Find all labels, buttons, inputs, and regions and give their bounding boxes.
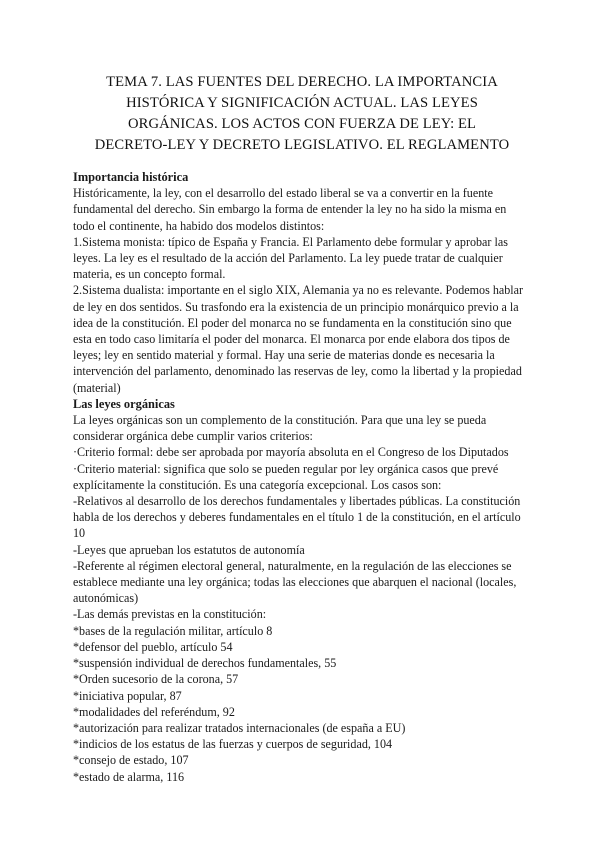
paragraph-line: habla de los derechos y deberes fundamentales en el título 1 de la constitución, en el artículo	[73, 510, 521, 525]
paragraph-line: leyes; ley en sentido material y formal. Hay una serie de materias donde es necesaria la	[73, 348, 495, 363]
paragraph-line: intervención del parlamento, denominado las reservas de ley, como la libertad y la propiedad	[73, 364, 522, 379]
paragraph-line: todo el continente, ha habido dos modelos distintos:	[73, 218, 325, 233]
list-item: *Orden sucesorio de la corona, 57	[73, 672, 239, 687]
list-item: *modalidades del referéndum, 92	[73, 704, 235, 719]
paragraph-line: 1.Sistema monista: típico de España y Francia. El Parlamento debe formular y aprobar las	[73, 234, 508, 249]
paragraph-line: establece mediante una ley orgánica; todas las elecciones que abarquen el nacional (locales,	[73, 575, 517, 590]
paragraph-line: 2.Sistema dualista: importante en el siglo XIX, Alemania ya no es relevante. Podemos hablar	[73, 283, 524, 298]
title-line: TEMA 7. LAS FUENTES DEL DERECHO. LA IMPORTANCIA	[106, 74, 498, 90]
section-heading-leyes-organicas: Las leyes orgánicas	[73, 396, 175, 411]
list-item: *bases de la regulación militar, artículo 8	[73, 623, 273, 638]
paragraph-line: esta en todo caso limitaría el poder del monarca. El monarca por ende elabora dos tipos de	[73, 332, 510, 347]
list-item: *estado de alarma, 116	[73, 769, 185, 784]
title-line: HISTÓRICA Y SIGNIFICACIÓN ACTUAL. LAS LEYES	[126, 95, 478, 111]
list-item: *iniciativa popular, 87	[73, 688, 182, 703]
document-page	[73, 72, 531, 785]
paragraph-line: idea de la constitución. El poder del monarca no se fundamenta en la constitución sino que	[73, 315, 512, 330]
paragraph-line: materia, es un concepto formal.	[73, 267, 226, 282]
title-line: ORGÁNICAS. LOS ACTOS CON FUERZA DE LEY: EL	[128, 116, 476, 132]
paragraph-line: leyes. La ley es el resultado de la acción del Parlamento. La ley puede tratar de cualquier	[73, 251, 503, 266]
paragraph-line: Históricamente, la ley, con el desarrollo del estado liberal se va a convertir en la fuente	[73, 186, 493, 201]
paragraph-line: autonómicas)	[73, 591, 139, 606]
paragraph-line: -Las demás previstas en la constitución:	[73, 607, 267, 622]
document-title	[73, 72, 531, 156]
list-item: *consejo de estado, 107	[73, 753, 189, 768]
paragraph-line: -Relativos al desarrollo de los derechos fundamentales y libertades públicas. La constitución	[73, 494, 521, 509]
list-item: *defensor del pueblo, artículo 54	[73, 639, 233, 654]
paragraph-line: (material)	[73, 380, 121, 395]
paragraph-line: 10	[73, 526, 86, 541]
paragraph-line: -Leyes que aprueban los estatutos de autonomía	[73, 542, 305, 557]
list-item: *suspensión individual de derechos fundamentales, 55	[73, 656, 337, 671]
list-item: *indicios de los estatus de las fuerzas y cuerpos de seguridad, 104	[73, 737, 393, 752]
title-line: DECRETO-LEY Y DECRETO LEGISLATIVO. EL REGLAMENTO	[94, 137, 510, 153]
paragraph-line: fundamental del derecho. Sin embargo la forma de entender la ley no ha sido la misma en	[73, 202, 507, 217]
paragraph-line: ·Criterio material: significa que solo se pueden regular por ley orgánica casos que prevé	[73, 461, 499, 476]
paragraph-line: explícitamente la constitución. Es una categoría excepcional. Los casos son:	[73, 477, 442, 492]
paragraph-line: ·Criterio formal: debe ser aprobada por mayoría absoluta en el Congreso de los Diputados	[73, 445, 509, 460]
paragraph-line: La leyes orgánicas son un complemento de la constitución. Para que una ley se pueda	[73, 413, 487, 428]
paragraph-line: considerar orgánica debe cumplir varios criterios:	[73, 429, 313, 444]
list-item: *autorización para realizar tratados internacionales (de españa a EU)	[73, 720, 406, 735]
paragraph-line: -Referente al régimen electoral general, naturalmente, en la regulación de las elecciones se	[73, 558, 512, 573]
paragraph-line: de ley en dos sentidos. Su trasfondo era la existencia de un principio monárquico previo a la	[73, 299, 519, 314]
section-body-leyes-organicas	[73, 412, 531, 785]
section-body-importancia	[73, 185, 531, 396]
section-heading-importancia: Importancia histórica	[73, 170, 189, 184]
